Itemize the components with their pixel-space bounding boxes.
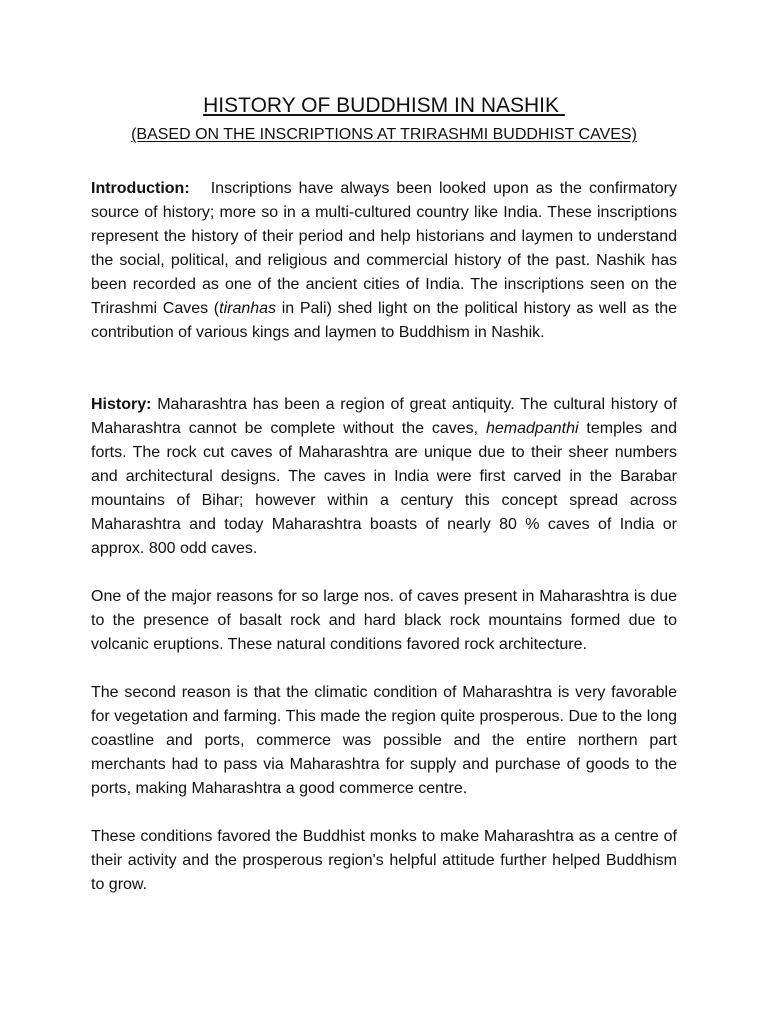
introduction-gap bbox=[190, 180, 211, 197]
introduction-text-b: in Pali) shed light on the political history as well as the contribution of various kings and laymen to Buddhism in Nashik. bbox=[91, 300, 677, 341]
introduction-paragraph bbox=[91, 177, 677, 345]
introduction-text-a: Inscriptions have always been looked upon as the confirmatory source of history; more so in a multi-cultured country like India. These inscriptions represent the history of their period and help historians and laymen to understand the social, political, and religious and commercial history of the past. Nashik has been recorded as one of the ancient cities of India. The inscriptions seen on the Trirashmi Caves ( bbox=[91, 180, 677, 317]
reason-paragraph-2: The second reason is that the climatic condition of Maharashtra is very favorable for vegetation and farming. This made the region quite prosperous. Due to the long coastline and ports, commerce was possible and the entire northern part merchants had to pass via Maharashtra for supply and purchase of goods to the ports, making Maharashtra a good commerce centre. bbox=[91, 684, 677, 797]
history-text-b: temples and forts. The rock cut caves of Maharashtra are unique due to their sheer numbers and architectural designs. The caves in India were first carved in the Barabar mountains of Bihar; however within a century this concept spread across Maharashtra and today Maharashtra boasts of nearly 80 % caves of India or approx. 800 odd caves. bbox=[91, 420, 678, 557]
document-title: HISTORY OF BUDDHISM IN NASHIK bbox=[203, 94, 565, 117]
history-paragraph bbox=[91, 393, 677, 561]
reason-paragraph-1: One of the major reasons for so large nos. of caves present in Maharashtra is due to the presence of basalt rock and hard black rock mountains formed due to volcanic eruptions. These natural conditions favored rock architecture. bbox=[91, 588, 677, 653]
introduction-italic-term: tiranhas bbox=[219, 300, 277, 317]
history-heading: History: bbox=[91, 396, 152, 413]
history-text-a: Maharashtra has been a region of great antiquity. The cultural history of Maharashtra cannot be complete without the caves, bbox=[91, 396, 677, 437]
introduction-heading: Introduction: bbox=[91, 180, 190, 197]
document-subtitle: (BASED ON THE INSCRIPTIONS AT TRIRASHMI BUDDHIST CAVES) bbox=[131, 126, 637, 143]
history-italic-term: hemadpanthi bbox=[486, 420, 579, 437]
reason-paragraph-3: These conditions favored the Buddhist monks to make Maharashtra as a centre of their activity and the prosperous region's helpful attitude further helped Buddhism to grow. bbox=[91, 828, 677, 893]
